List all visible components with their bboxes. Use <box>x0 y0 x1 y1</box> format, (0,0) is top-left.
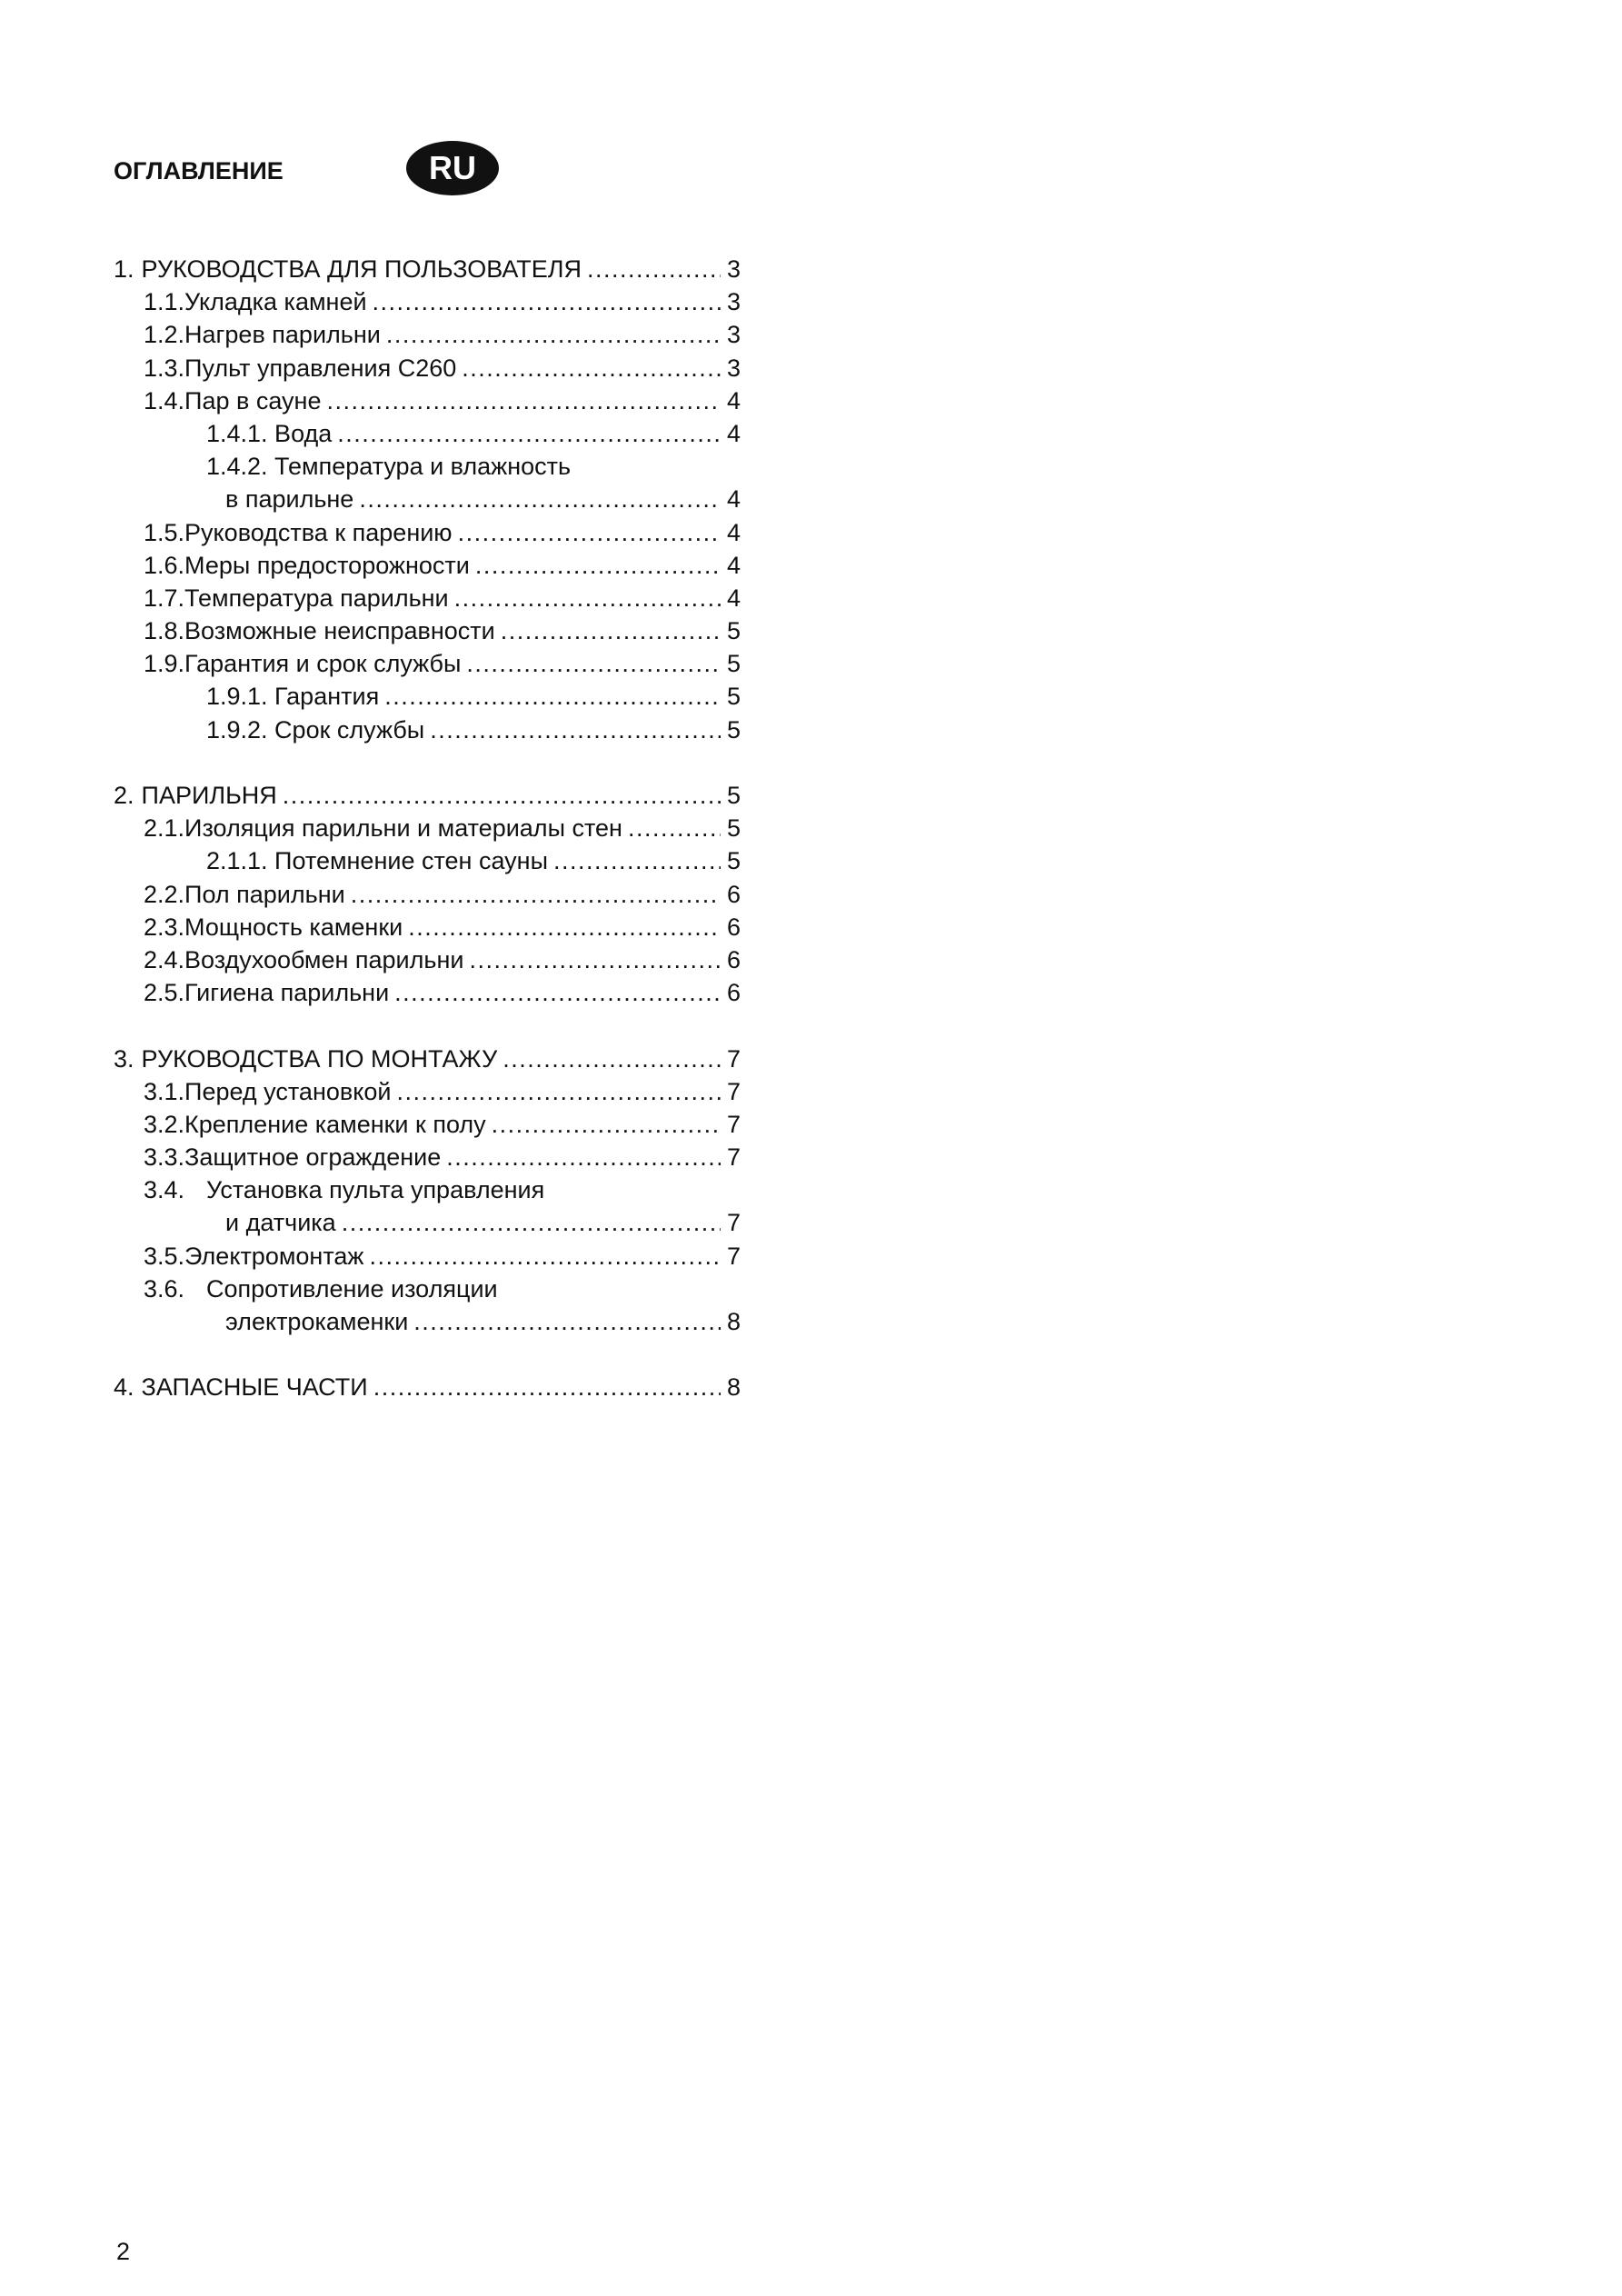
toc-entry-page: 3 <box>726 321 741 349</box>
toc-entry-number: 3.3. <box>144 1143 185 1172</box>
dot-leader <box>351 878 721 911</box>
toc-entry-number: 1.6. <box>144 551 185 579</box>
toc-entry[interactable] <box>114 878 741 911</box>
toc-entry-title: 1.9.2. Срок службы <box>206 715 425 744</box>
toc-entry[interactable] <box>114 253 741 285</box>
toc-entry-title: в парильне <box>225 485 354 514</box>
dot-leader <box>462 352 721 384</box>
toc-entry-title: 2.1.1. Потемнение стен сауны <box>206 847 548 875</box>
toc-entry-title: Пол парильни <box>184 880 345 908</box>
toc-entry-title: Электромонтаж <box>184 1242 364 1270</box>
toc-entry-page: 4 <box>726 419 741 447</box>
dot-leader <box>458 516 721 549</box>
dot-leader <box>430 714 721 746</box>
toc-entry[interactable] <box>114 812 741 844</box>
toc-entry-number: 1.7. <box>144 584 185 612</box>
toc-entry[interactable] <box>114 844 741 877</box>
toc-entry[interactable] <box>114 1108 741 1141</box>
dot-leader <box>454 582 721 614</box>
toc-entry-title: Укладка камней <box>184 288 367 316</box>
toc-entry-page: 8 <box>726 1373 741 1402</box>
toc-entry-page: 3 <box>726 354 741 382</box>
toc-entry-title: РУКОВОДСТВА ДЛЯ ПОЛЬЗОВАТЕЛЯ <box>141 255 582 283</box>
toc-entry-title: Руководства к парению <box>184 518 453 546</box>
dot-leader <box>337 417 721 450</box>
toc-entry[interactable] <box>114 976 741 1009</box>
toc-entry-number: 1.4. <box>144 386 185 414</box>
toc-entry-page: 4 <box>726 551 741 579</box>
toc-entry-number: 3.2. <box>144 1110 185 1138</box>
toc-entry[interactable] <box>114 1141 741 1173</box>
language-badge: RU <box>406 141 499 195</box>
toc-entry[interactable] <box>114 352 741 384</box>
toc-entry-page: 5 <box>726 715 741 744</box>
toc-entry-page: 4 <box>726 518 741 546</box>
toc-entry[interactable] <box>114 285 741 318</box>
toc-entry-title: Воздухообмен парильни <box>184 945 464 973</box>
toc-entry-page: 3 <box>726 255 741 283</box>
toc-entry[interactable] <box>114 1043 741 1075</box>
table-of-contents <box>114 253 741 1404</box>
toc-entry-page: 6 <box>726 979 741 1007</box>
dot-leader <box>475 549 721 582</box>
toc-entry[interactable] <box>114 911 741 943</box>
dot-leader <box>628 812 721 844</box>
dot-leader <box>587 253 721 285</box>
dot-leader <box>408 911 721 943</box>
toc-entry[interactable] <box>114 582 741 614</box>
toc-entry-page: 3 <box>726 288 741 316</box>
toc-entry-page: 4 <box>726 485 741 514</box>
toc-entry-title: ЗАПАСНЫЕ ЧАСТИ <box>141 1373 368 1402</box>
dot-leader <box>373 1371 721 1403</box>
toc-entry[interactable] <box>114 614 741 647</box>
dot-leader <box>384 680 721 713</box>
toc-entry-number: 1.9. <box>144 650 185 678</box>
dot-leader <box>373 285 721 318</box>
toc-entry[interactable] <box>114 779 741 812</box>
toc-entry-number: 2.2. <box>144 880 185 908</box>
toc-entry-title: Гарантия и срок службы <box>184 650 462 678</box>
toc-entry[interactable] <box>114 1206 741 1239</box>
page-number: 2 <box>116 2238 131 2265</box>
dot-leader <box>283 779 721 812</box>
toc-entry-title: Защитное ограждение <box>184 1143 442 1172</box>
dot-leader <box>466 647 721 680</box>
page-title: ОГЛАВЛЕНИЕ <box>114 157 284 185</box>
toc-entry-title: Пар в сауне <box>184 386 322 414</box>
toc-entry-page: 6 <box>726 880 741 908</box>
toc-entry[interactable] <box>114 417 741 450</box>
toc-entry-page: 7 <box>726 1077 741 1105</box>
toc-entry-title: Нагрев парильни <box>184 321 381 349</box>
toc-entry-title: Гигиена парильни <box>184 979 390 1007</box>
toc-entry-number: 1.2. <box>144 321 185 349</box>
toc-entry-number: 1. <box>114 255 134 283</box>
toc-entry[interactable] <box>114 1371 741 1403</box>
toc-entry-page: 5 <box>726 847 741 875</box>
toc-entry-title: 1.4.2. Температура и влажность <box>206 453 572 481</box>
toc-entry-title: Установка пульта управления <box>206 1176 545 1204</box>
dot-leader <box>503 1043 721 1075</box>
dot-leader <box>326 384 721 417</box>
toc-entry[interactable] <box>114 549 741 582</box>
toc-entry-number: 3. <box>114 1044 134 1073</box>
toc-entry-page: 7 <box>726 1044 741 1073</box>
toc-entry-number: 1.5. <box>144 518 185 546</box>
toc-entry[interactable] <box>114 1273 741 1305</box>
toc-entry-number: 3.1. <box>144 1077 185 1105</box>
toc-entry[interactable] <box>114 450 741 483</box>
toc-entry-title: Крепление каменки к полу <box>184 1110 486 1138</box>
dot-leader <box>396 1075 721 1108</box>
toc-entry-title: и датчика <box>225 1209 336 1237</box>
toc-entry[interactable] <box>114 647 741 680</box>
toc-entry-page: 8 <box>726 1308 741 1335</box>
toc-entry-page: 5 <box>726 683 741 711</box>
toc-entry-number: 3.6. <box>144 1274 185 1303</box>
toc-entry[interactable] <box>114 384 741 417</box>
toc-entry-number: 2.5. <box>144 979 185 1007</box>
dot-leader <box>492 1108 721 1141</box>
toc-entry-title: Возможные неисправности <box>184 617 495 645</box>
toc-entry-title: Температура парильни <box>184 584 449 612</box>
toc-entry-number: 3.4. <box>144 1176 185 1204</box>
toc-entry-page: 5 <box>726 782 741 809</box>
toc-entry-title: ПАРИЛЬНЯ <box>141 782 277 809</box>
toc-entry-title: Меры предосторожности <box>184 551 470 579</box>
toc-entry-page: 7 <box>726 1209 741 1237</box>
toc-entry[interactable] <box>114 680 741 713</box>
dot-leader <box>342 1206 721 1239</box>
toc-entry[interactable] <box>114 1173 741 1206</box>
toc-entry-page: 6 <box>726 945 741 973</box>
toc-entry-title: электрокаменки <box>225 1308 409 1335</box>
dot-leader <box>394 976 721 1009</box>
dot-leader <box>369 1240 721 1273</box>
toc-entry-title: Сопротивление изоляции <box>206 1274 498 1303</box>
toc-entry-number: 4. <box>114 1373 134 1402</box>
toc-entry-number: 1.3. <box>144 354 185 382</box>
toc-entry[interactable] <box>114 1075 741 1108</box>
dot-leader <box>501 614 721 647</box>
dot-leader <box>386 318 721 351</box>
dot-leader <box>359 483 721 515</box>
toc-entry-number: 2.4. <box>144 945 185 973</box>
toc-entry[interactable] <box>114 516 741 549</box>
toc-entry-page: 7 <box>726 1110 741 1138</box>
dot-leader <box>469 943 721 976</box>
toc-entry-number: 1.8. <box>144 617 185 645</box>
toc-entry-page: 4 <box>726 386 741 414</box>
toc-entry-title: Мощность каменки <box>184 913 403 941</box>
toc-entry-number: 2.1. <box>144 814 185 843</box>
toc-entry-number: 2. <box>114 782 134 809</box>
toc-entry-page: 7 <box>726 1143 741 1172</box>
toc-entry[interactable] <box>114 714 741 746</box>
toc-entry[interactable] <box>114 483 741 515</box>
toc-entry[interactable] <box>114 1240 741 1273</box>
toc-entry-title: 1.4.1. Вода <box>206 419 333 447</box>
toc-entry-page: 5 <box>726 617 741 645</box>
toc-entry-title: РУКОВОДСТВА ПО МОНТАЖУ <box>141 1044 498 1073</box>
toc-entry-number: 3.5. <box>144 1242 185 1270</box>
dot-leader <box>446 1141 721 1173</box>
toc-entry-title: Изоляция парильни и материалы стен <box>184 814 622 843</box>
toc-entry-number: 2.3. <box>144 913 185 941</box>
toc-entry-title: 1.9.1. Гарантия <box>206 683 380 711</box>
dot-leader <box>413 1305 721 1338</box>
toc-entry-title: Перед установкой <box>184 1077 392 1105</box>
dot-leader <box>553 844 721 877</box>
toc-entry-page: 6 <box>726 913 741 941</box>
toc-entry-number: 1.1. <box>144 288 185 316</box>
toc-entry-title: Пульт управления C260 <box>184 354 457 382</box>
toc-entry-page: 5 <box>726 814 741 843</box>
toc-entry[interactable] <box>114 318 741 351</box>
toc-entry-page: 7 <box>726 1242 741 1270</box>
toc-entry[interactable] <box>114 1305 741 1338</box>
toc-entry-page: 4 <box>726 584 741 612</box>
toc-entry[interactable] <box>114 943 741 976</box>
toc-entry-page: 5 <box>726 650 741 678</box>
